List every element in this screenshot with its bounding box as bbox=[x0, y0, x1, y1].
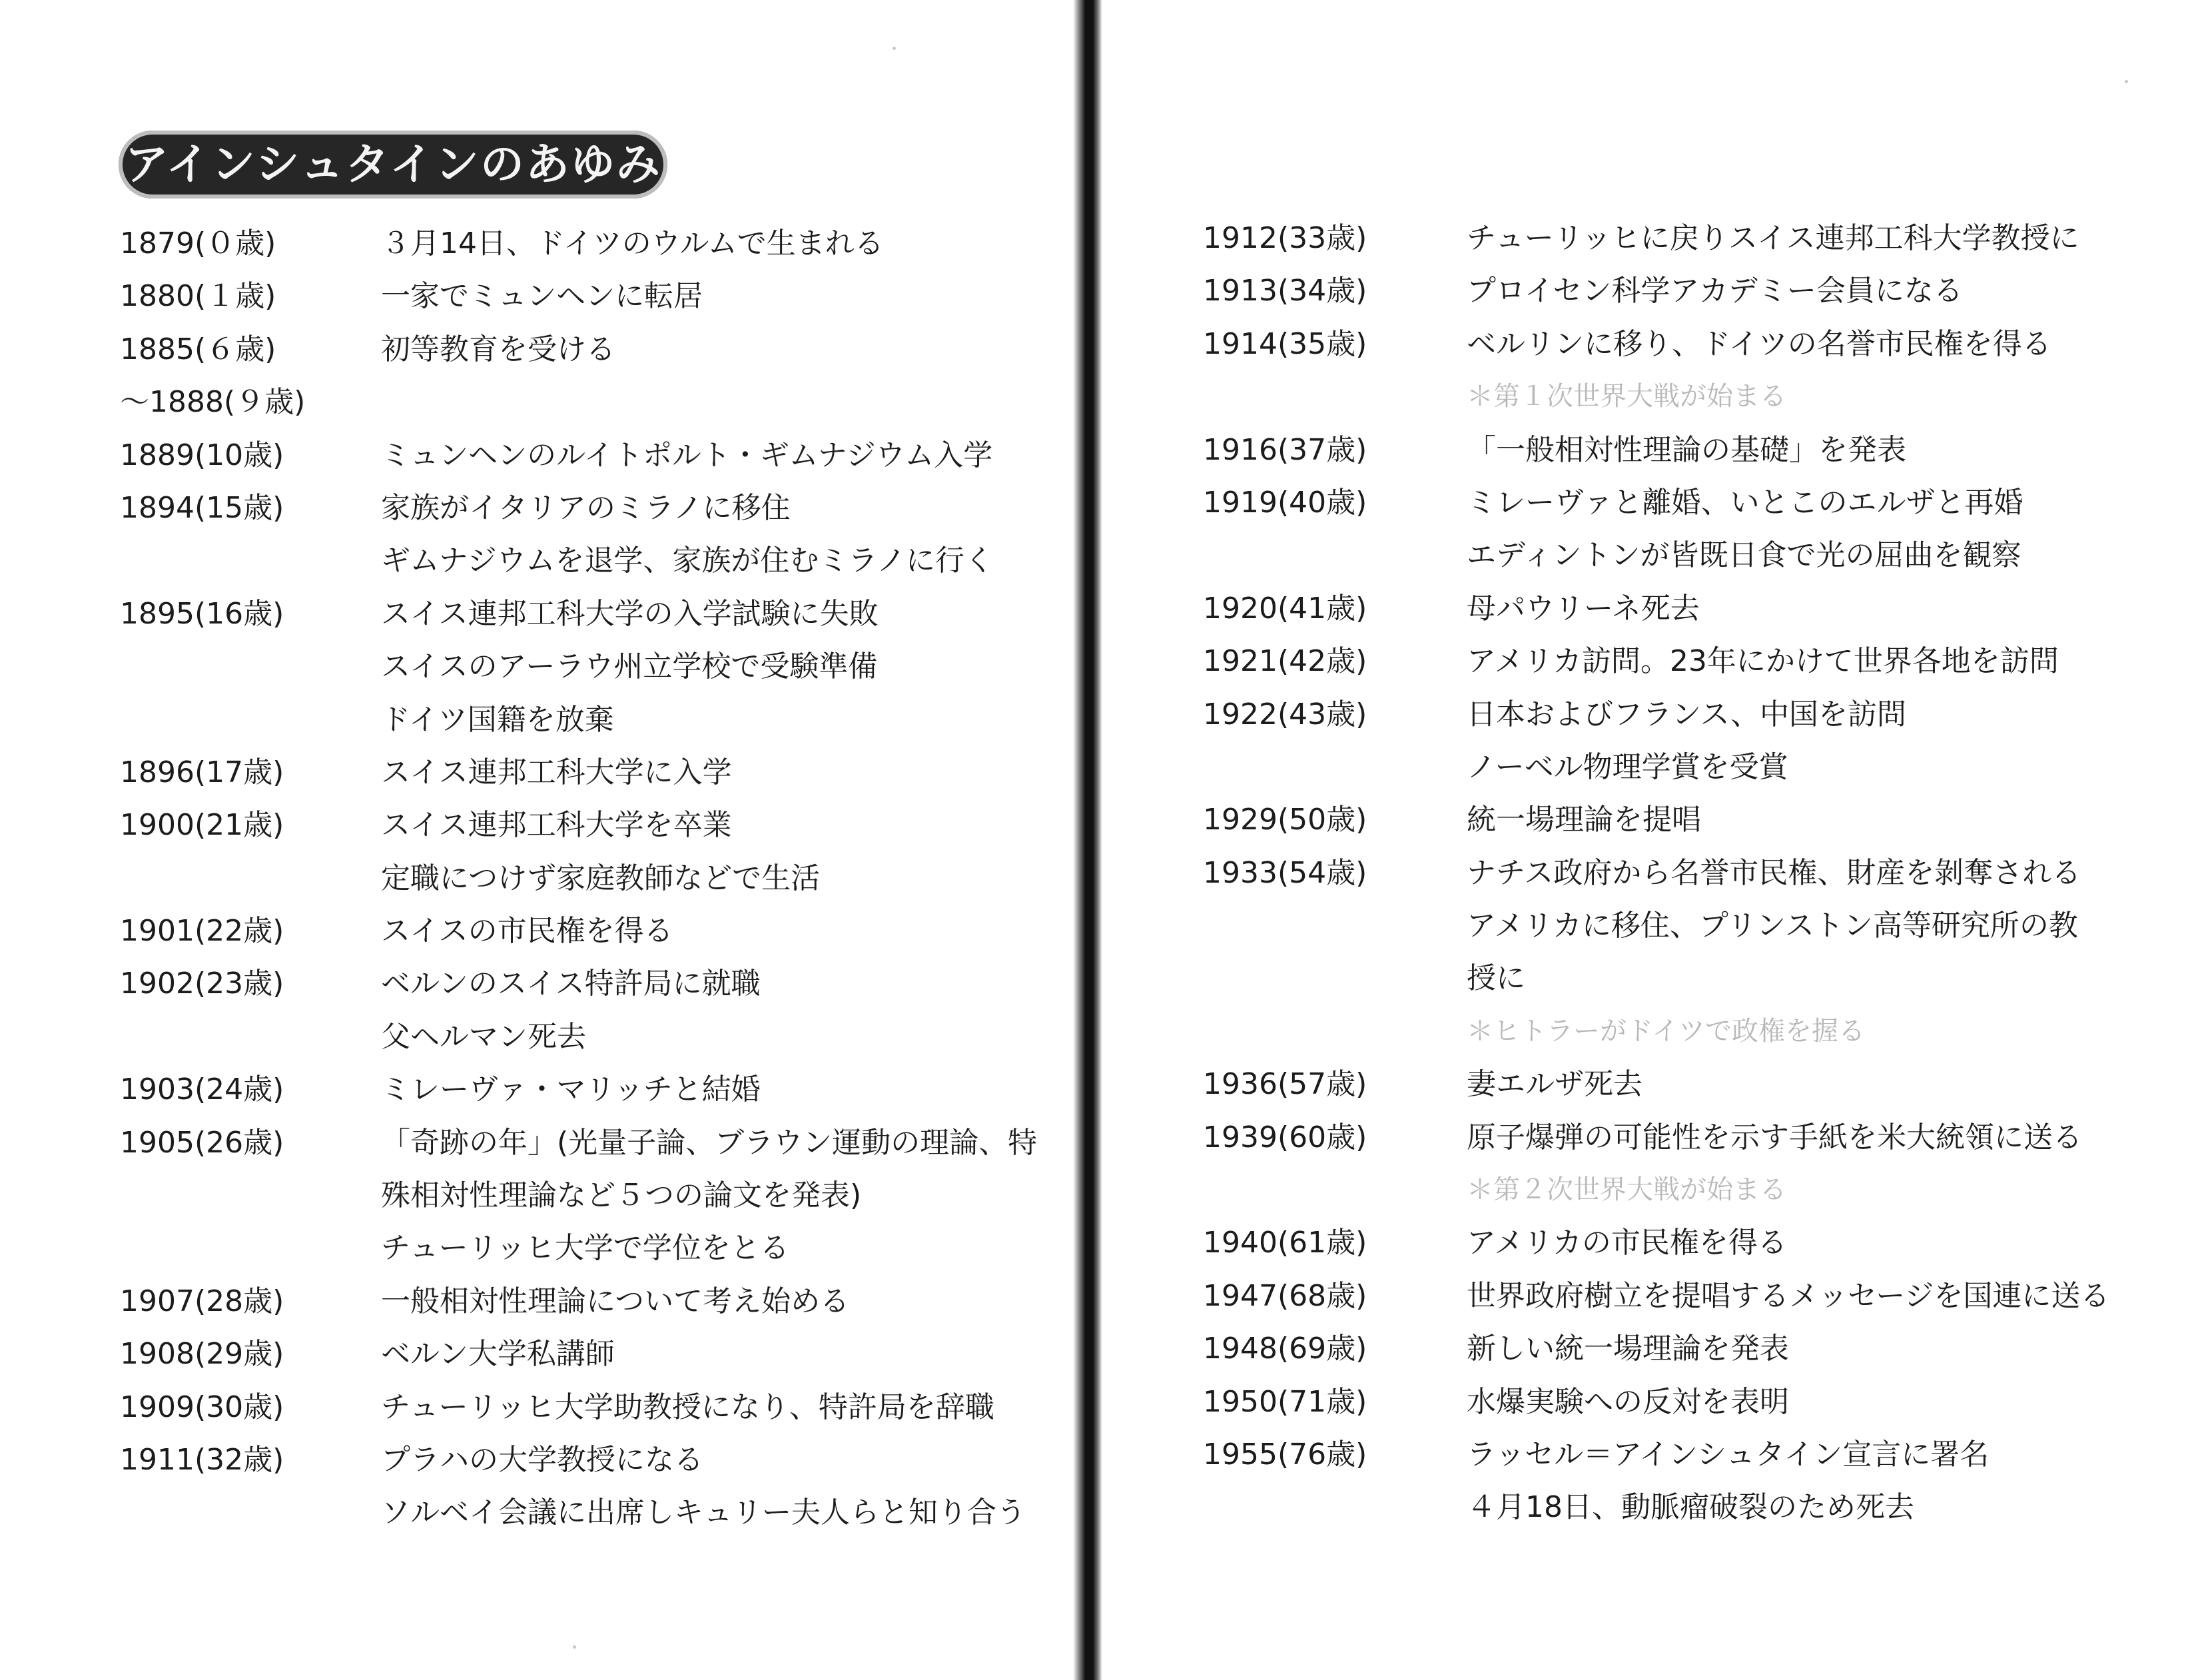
timeline-event: チューリッヒ大学助教授になり、特許局を辞職 bbox=[381, 1390, 994, 1424]
timeline-year: 1885(６歳) bbox=[120, 332, 276, 366]
timeline-row bbox=[1203, 476, 2175, 529]
timeline-year: 1895(16歳) bbox=[120, 596, 284, 631]
timeline-year: 1955(76歳) bbox=[1203, 1437, 1367, 1471]
timeline-year: 1894(15歳) bbox=[120, 490, 284, 525]
timeline-row bbox=[120, 1222, 1052, 1274]
timeline-year: 1889(10歳) bbox=[120, 438, 284, 472]
timeline-event: 父ヘルマン死去 bbox=[381, 1019, 586, 1054]
paper-speck bbox=[893, 47, 896, 50]
timeline-row bbox=[1203, 1270, 2175, 1322]
timeline-row bbox=[1203, 741, 2175, 793]
timeline-year: 1939(60歳) bbox=[1203, 1120, 1367, 1154]
timeline-year: 1908(29歳) bbox=[120, 1337, 284, 1372]
timeline-year: 1907(28歳) bbox=[120, 1284, 284, 1318]
timeline-row bbox=[120, 1381, 1052, 1434]
timeline-year: 1905(26歳) bbox=[120, 1125, 284, 1160]
timeline-row bbox=[120, 1275, 1052, 1328]
timeline-row bbox=[1203, 1322, 2175, 1375]
timeline-row bbox=[1203, 318, 2175, 370]
timeline-event: スイス連邦工科大学に入学 bbox=[381, 755, 732, 789]
timeline-year: 1896(17歳) bbox=[120, 755, 284, 789]
timeline-row bbox=[120, 482, 1052, 534]
timeline-year: 1914(35歳) bbox=[1203, 326, 1367, 361]
timeline-row bbox=[120, 1169, 1052, 1222]
timeline-event: ソルベイ会議に出席しキュリー夫人らと知り合う bbox=[381, 1495, 1026, 1530]
timeline-row bbox=[1203, 1428, 2175, 1481]
timeline-row bbox=[120, 957, 1052, 1010]
timeline-year: 1879(０歳) bbox=[120, 226, 276, 260]
timeline-event: 原子爆弾の可能性を示す手紙を米大統領に送る bbox=[1467, 1120, 2082, 1154]
timeline-event: プロイセン科学アカデミー会員になる bbox=[1467, 274, 1963, 308]
timeline-event: チューリッヒに戻りスイス連邦工科大学教授に bbox=[1467, 221, 2079, 255]
timeline-year: 1936(57歳) bbox=[1203, 1067, 1367, 1102]
timeline-row bbox=[120, 323, 1052, 376]
paper-speck bbox=[2125, 80, 2128, 83]
timeline-row bbox=[120, 905, 1052, 957]
timeline-event: アメリカに移住、プリンストン高等研究所の教 bbox=[1467, 909, 2078, 943]
timeline-row bbox=[120, 693, 1052, 746]
timeline-event: スイス連邦工科大学を卒業 bbox=[381, 808, 732, 843]
timeline-year: 1922(43歳) bbox=[1203, 697, 1367, 731]
timeline-row bbox=[120, 534, 1052, 587]
timeline-year: 1909(30歳) bbox=[120, 1390, 284, 1424]
timeline-row bbox=[120, 1116, 1052, 1169]
timeline-year: 1880(１歳) bbox=[120, 279, 276, 314]
timeline-row bbox=[1203, 635, 2175, 687]
timeline-event: ラッセル＝アインシュタイン宣言に署名 bbox=[1467, 1437, 1990, 1471]
timeline-row bbox=[120, 1486, 1052, 1539]
timeline-year: 1902(23歳) bbox=[120, 967, 284, 1001]
timeline-event: ギムナジウムを退学、家族が住むミラノに行く bbox=[381, 544, 994, 578]
timeline-row bbox=[1203, 370, 2175, 423]
timeline-event: ドイツ国籍を放棄 bbox=[381, 702, 614, 737]
timeline-row bbox=[1203, 582, 2175, 635]
timeline-row bbox=[1203, 793, 2175, 846]
page-title: アインシュタインのあゆみ bbox=[119, 131, 667, 199]
timeline-event: 「一般相対性理論の基礎」を発表 bbox=[1467, 432, 1906, 467]
timeline-year: 1929(50歳) bbox=[1203, 803, 1367, 837]
timeline-row bbox=[120, 1328, 1052, 1380]
timeline-event: スイスのアーラウ州立学校で受験準備 bbox=[381, 649, 878, 684]
timeline-row bbox=[1203, 1164, 2175, 1216]
timeline-row bbox=[120, 1434, 1052, 1486]
timeline-row bbox=[120, 852, 1052, 905]
timeline-event: プラハの大学教授になる bbox=[381, 1442, 703, 1477]
timeline-event: 水爆実験への反対を表明 bbox=[1467, 1384, 1789, 1419]
timeline-row bbox=[1203, 1376, 2175, 1428]
timeline-row bbox=[1203, 529, 2175, 582]
timeline-row bbox=[120, 270, 1052, 322]
timeline-event: ナチス政府から名誉市民権、財産を剝奪される bbox=[1467, 855, 2081, 890]
timeline-year: ～1888(９歳) bbox=[120, 385, 306, 420]
timeline-row bbox=[120, 217, 1052, 270]
timeline-event: ３月14日、ドイツのウルムで生まれる bbox=[381, 226, 884, 260]
timeline-row bbox=[1203, 847, 2175, 899]
timeline-row bbox=[1203, 1005, 2175, 1058]
timeline-row bbox=[120, 799, 1052, 851]
timeline-row bbox=[1203, 952, 2175, 1005]
timeline-event: 母パウリーネ死去 bbox=[1467, 591, 1700, 626]
timeline-event: エディントンが皆既日食で光の屈曲を観察 bbox=[1467, 538, 2021, 573]
timeline-event: ベルン大学私講師 bbox=[381, 1337, 615, 1372]
timeline-event: 授に bbox=[1467, 961, 1525, 996]
timeline-event: 殊相対性理論など５つの論文を発表) bbox=[381, 1178, 862, 1213]
timeline-event: ４月18日、動脈瘤破裂のため死去 bbox=[1467, 1490, 1914, 1525]
timeline-event: 新しい統一場理論を発表 bbox=[1467, 1332, 1789, 1366]
timeline-row bbox=[1203, 1481, 2175, 1533]
timeline-row bbox=[120, 640, 1052, 693]
timeline-event: 統一場理論を提唱 bbox=[1467, 803, 1701, 837]
timeline-year: 1900(21歳) bbox=[120, 808, 284, 843]
timeline-row bbox=[120, 376, 1052, 428]
timeline-year: 1950(71歳) bbox=[1203, 1384, 1367, 1419]
timeline-event: 初等教育を受ける bbox=[381, 332, 615, 366]
timeline-row bbox=[1203, 264, 2175, 317]
timeline-year: 1948(69歳) bbox=[1203, 1332, 1367, 1366]
timeline-year: 1920(41歳) bbox=[1203, 591, 1367, 626]
timeline-note: ＊第２次世界大戦が始まる bbox=[1467, 1174, 1786, 1206]
book-spine bbox=[1073, 0, 1102, 1680]
paper-speck bbox=[573, 1645, 576, 1649]
timeline-event: スイスの市民権を得る bbox=[381, 914, 673, 949]
timeline-note: ＊第１次世界大戦が始まる bbox=[1467, 381, 1786, 412]
timeline-event: 日本およびフランス、中国を訪問 bbox=[1467, 697, 1906, 731]
timeline-event: ミレーヴァと離婚、いとこのエルザと再婚 bbox=[1467, 485, 2023, 520]
timeline-event: ベルンのスイス特許局に就職 bbox=[381, 967, 761, 1001]
timeline-year: 1933(54歳) bbox=[1203, 855, 1367, 890]
timeline-event: 「奇跡の年」(光量子論、ブラウン運動の理論、特 bbox=[381, 1125, 1038, 1160]
timeline-year: 1940(61歳) bbox=[1203, 1226, 1367, 1260]
timeline-event: 定職につけず家庭教師などで生活 bbox=[381, 861, 821, 895]
timeline-event: 一家でミュンヘンに転居 bbox=[381, 279, 703, 314]
timeline-right-column bbox=[1203, 212, 2175, 1534]
timeline-row bbox=[1203, 424, 2175, 476]
timeline-row bbox=[1203, 1111, 2175, 1164]
timeline-row bbox=[120, 588, 1052, 640]
timeline-row bbox=[120, 746, 1052, 799]
timeline-note: ＊ヒトラーがドイツで政権を握る bbox=[1467, 1015, 1865, 1047]
timeline-row bbox=[1203, 1216, 2175, 1269]
timeline-event: スイス連邦工科大学の入学試験に失敗 bbox=[381, 596, 879, 631]
timeline-row bbox=[1203, 1058, 2175, 1110]
timeline-left-column bbox=[120, 217, 1052, 1539]
timeline-year: 1919(40歳) bbox=[1203, 485, 1367, 520]
timeline-year: 1913(34歳) bbox=[1203, 274, 1367, 308]
timeline-event: アメリカの市民権を得る bbox=[1467, 1226, 1787, 1260]
timeline-event: 一般相対性理論について考え始める bbox=[381, 1284, 850, 1318]
timeline-row bbox=[120, 429, 1052, 482]
timeline-event: ミレーヴァ・マリッチと結婚 bbox=[381, 1072, 761, 1107]
timeline-row bbox=[120, 1063, 1052, 1116]
timeline-event: ノーベル物理学賞を受賞 bbox=[1467, 749, 1788, 784]
timeline-year: 1916(37歳) bbox=[1203, 432, 1367, 467]
timeline-event: 妻エルザ死去 bbox=[1467, 1067, 1642, 1102]
timeline-row bbox=[1203, 688, 2175, 741]
timeline-event: アメリカ訪問。23年にかけて世界各地を訪問 bbox=[1467, 644, 2059, 679]
timeline-event: チューリッヒ大学で学位をとる bbox=[381, 1231, 789, 1266]
timeline-event: 家族がイタリアのミラノに移住 bbox=[381, 490, 791, 525]
timeline-year: 1947(68歳) bbox=[1203, 1278, 1367, 1313]
timeline-year: 1901(22歳) bbox=[120, 914, 284, 949]
timeline-event: 世界政府樹立を提唱するメッセージを国連に送る bbox=[1467, 1278, 2110, 1313]
timeline-row bbox=[1203, 899, 2175, 952]
timeline-year: 1903(24歳) bbox=[120, 1072, 284, 1107]
timeline-row bbox=[120, 1011, 1052, 1063]
timeline-year: 1921(42歳) bbox=[1203, 644, 1367, 679]
timeline-event: ミュンヘンのルイトポルト・ギムナジウム入学 bbox=[381, 438, 993, 472]
timeline-year: 1911(32歳) bbox=[120, 1442, 284, 1477]
timeline-year: 1912(33歳) bbox=[1203, 221, 1367, 255]
timeline-event: ベルリンに移り、ドイツの名誉市民権を得る bbox=[1467, 326, 2051, 361]
timeline-row bbox=[1203, 212, 2175, 264]
